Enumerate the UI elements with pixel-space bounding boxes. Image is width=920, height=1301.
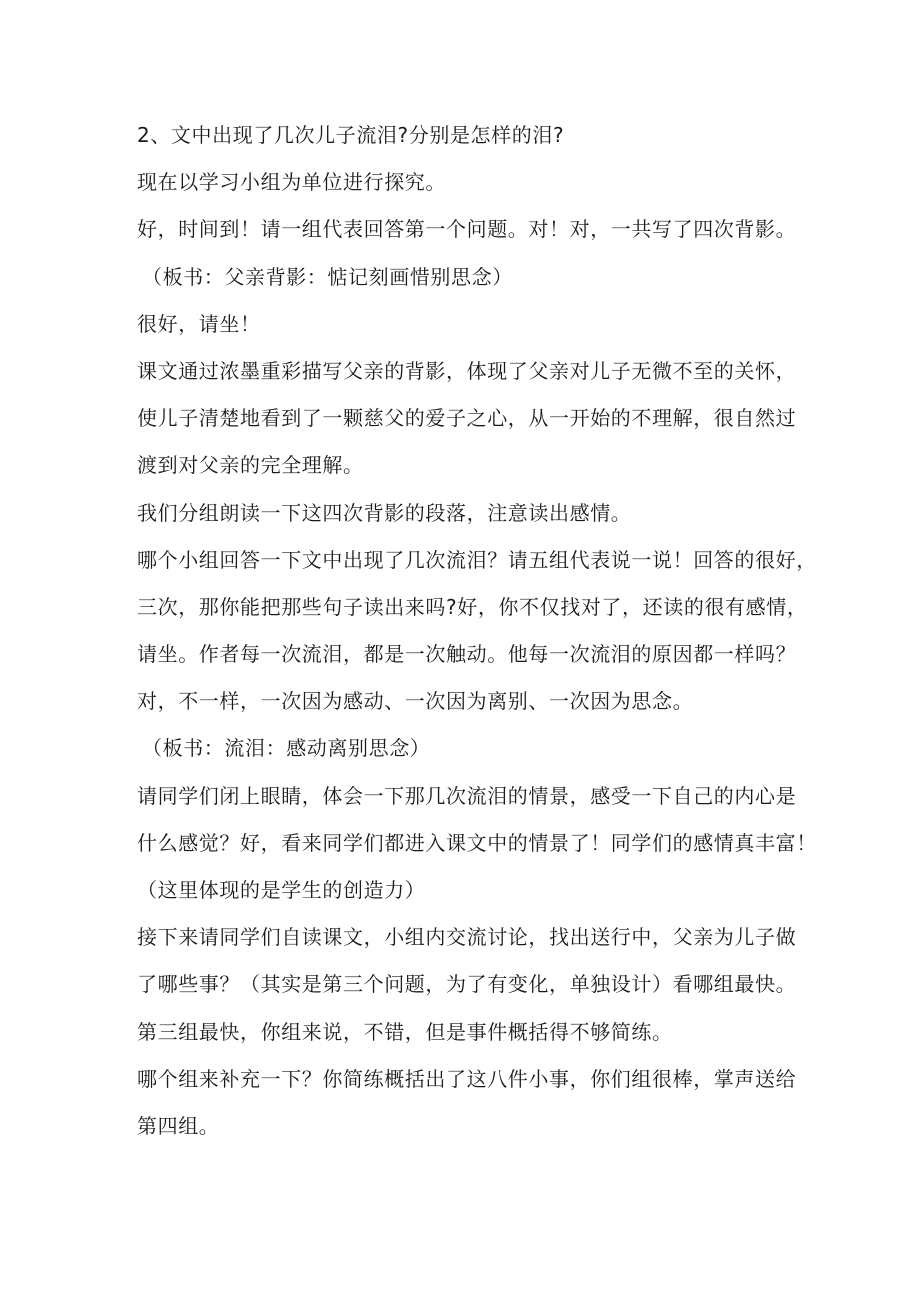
text-line: 请同学们闭上眼睛，体会一下那几次流泪的情景，感受一下自己的内心是 <box>137 783 797 808</box>
text-line: 很好，请坐！ <box>137 311 261 336</box>
text-line: 我们分组朗读一下这四次背影的段落，注意读出感情。 <box>137 500 632 525</box>
text-line: 请坐。作者每一次流泪，都是一次触动。他每一次流泪的原因都一样吗？ <box>137 642 797 667</box>
text-line: 对，不一样，一次因为感动、一次因为离别、一次因为思念。 <box>137 689 694 714</box>
text-line: 第三组最快，你组来说，不错，但是事件概括得不够简练。 <box>137 1019 673 1044</box>
text-line: 现在以学习小组为单位进行探究。 <box>137 170 446 195</box>
text-line: 哪个组来补充一下？你简练概括出了这八件小事，你们组很棒，掌声送给 <box>137 1066 797 1091</box>
text-line: 使儿子清楚地看到了一颗慈父的爱子之心，从一开始的不理解，很自然过 <box>137 406 797 431</box>
text-line: 三次，那你能把那些句子读出来吗?好，你不仅找对了，还读的很有感情， <box>137 594 808 619</box>
text-line: 2、文中出现了几次儿子流泪?分别是怎样的泪? <box>137 123 565 147</box>
blackboard-note: （板书：父亲背影：惦记刻画惜别思念） <box>142 264 513 289</box>
text-line: 哪个小组回答一下文中出现了几次流泪？请五组代表说一说！回答的很好， <box>137 547 817 572</box>
text-line: （这里体现的是学生的创造力） <box>137 878 426 902</box>
text-line: 了哪些事？（其实是第三个问题，为了有变化，单独设计）看哪组最快。 <box>137 972 797 997</box>
text-line: 第四组。 <box>137 1113 220 1138</box>
document-body <box>137 112 817 1150</box>
text-line: 课文通过浓墨重彩描写父亲的背影，体现了父亲对儿子无微不至的关怀， <box>137 358 797 383</box>
text-line: 渡到对父亲的完全理解。 <box>137 453 364 478</box>
blackboard-note: （板书：流泪：感动离别思念） <box>142 736 431 761</box>
text-line: 接下来请同学们自读课文，小组内交流讨论，找出送行中，父亲为儿子做 <box>137 925 797 950</box>
text-line: 好，时间到！请一组代表回答第一个问题。对！对，一共写了四次背影。 <box>137 217 797 242</box>
text-line: 什么感觉？好，看来同学们都进入课文中的情景了！同学们的感情真丰富！ <box>137 830 817 855</box>
